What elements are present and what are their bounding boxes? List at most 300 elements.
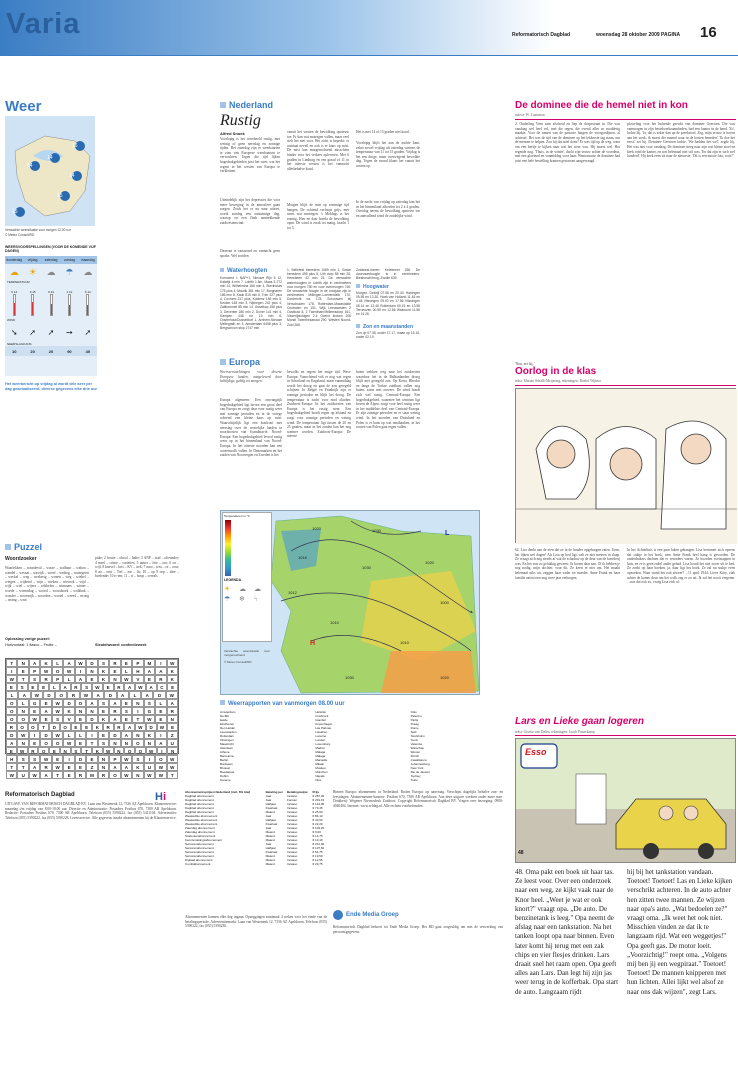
grid-cell: K xyxy=(98,675,109,683)
table-cell: € 14,75 xyxy=(312,834,323,838)
grid-cell: N xyxy=(17,659,28,667)
grid-cell: O xyxy=(40,739,51,747)
city-name: Athene xyxy=(220,750,230,754)
city-name: Rotterdam xyxy=(220,734,235,738)
thermo-4 xyxy=(60,290,78,316)
section-nederland xyxy=(220,100,273,110)
grid-cell: R xyxy=(67,691,79,699)
dominee-col2: plotseling voor het lachende gezicht van dominee Geertsen. Die was vanmorgen in zijn bestelwerkzaamheden, had een kamer in de band. 'Zo', lachte hij. 'Ja, dat is zeker dan op de preekstoel, Zeg, mijn vrouw is boven aan het werk, ik moest die maand waar in de kosten beneden'. 'Ik doe het eerst,' zei hij. Dominee Geertsen lachte. 'We hadden het wel', zegde hij. Het was niet voor vandaag. De dominee steeg naar zijn wat kleine stoel en keek rond de kamer, en wat helemaal niet stil was. 'En dat zijn er toch wel honderd.' Hij keek eens uit naar de nieuwste. 'Dit is een mooie foto, toch?' xyxy=(627,122,735,159)
grid-cell: O xyxy=(28,723,39,731)
grid-cell: E xyxy=(121,699,132,707)
table-cell: Incasso xyxy=(286,814,298,818)
table-cell: Dagblad abonnement xyxy=(185,798,214,802)
table-cell: Kennismakingsabonnement xyxy=(185,838,223,842)
zon-text: Zuidwest-haven: Ketelmeer 256. De doorvaarthoogte is in centimeters: Biesbosch/brug, Zwolle 639. xyxy=(356,268,420,281)
grid-cell: N xyxy=(132,771,143,779)
grid-cell: R xyxy=(40,675,51,683)
city-name: Leeuwarden xyxy=(220,730,237,734)
table-cell: Incasso xyxy=(286,794,298,798)
grid-cell: E xyxy=(121,659,132,667)
grid-cell: E xyxy=(109,667,120,675)
grid-cell: V xyxy=(63,715,74,723)
grid-cell: E xyxy=(98,707,109,715)
grid-cell: N xyxy=(98,763,109,771)
grid-cell: E xyxy=(17,667,28,675)
city-name: Praag xyxy=(410,722,419,726)
rain-4: 90 xyxy=(67,348,72,354)
grid-cell: M xyxy=(86,771,97,779)
day-5: maandag xyxy=(80,258,95,262)
nl-col1: Voorlopig is het weerbeeld rustig, met weinig of geen neerslag en zonnige tijden. Het zaterdag zijn er weerkaarten te zien van Europese weerkaarten te verwachten. Tegen die tijd lijken hogedrukgebieden juist het weer, wat het regent in het westen van Europa te verkleinen. xyxy=(220,137,280,174)
grid-cell: E xyxy=(86,755,97,763)
grid-cell: I xyxy=(29,731,40,739)
isobar-label: 1012 xyxy=(288,590,297,595)
table-cell: Seniorenabonnement xyxy=(185,854,214,858)
grid-cell: K xyxy=(98,715,109,723)
grid-row xyxy=(6,683,178,691)
isobar-label: 1020 xyxy=(425,560,434,565)
grid-cell: N xyxy=(109,675,120,683)
rain-icon: ☂ xyxy=(224,595,231,603)
grid-row xyxy=(6,723,178,731)
table-row xyxy=(185,862,327,866)
grid-cell: W xyxy=(135,723,146,731)
rain-icon: ☂ xyxy=(65,266,74,277)
grid-cell: D xyxy=(49,723,60,731)
table-cell: Weekeditie abonnement xyxy=(185,814,218,818)
table-cell: € 12,95 xyxy=(312,858,323,862)
grid-cell: R xyxy=(155,675,166,683)
city-name: Moskou xyxy=(315,766,326,770)
day-2: vrijdag xyxy=(27,258,38,262)
oorlog-text-right: In het Achterhuis is een paar laken gehangen. Lisa herinnert zich opeens dat stukje in het boek, toen Anne Frank heel bang is geworden. De onderduikers dachten dat er verraders waren. Ze hoorden voetstappen in huis, en er is geen enkel ander geluid. Lisa houdt het niet zover uit te bed. Ze zoekt op haar boeken, ja, daar ligt het boek. Ze zal nu stukje even opzoeken. Waar stond het ook alweer? ...11 april 1944: Lieve Kitty, vlak achter de kamer deur om het wolk zag er zo uit. Ik zal het nooit vergeten. ...was dat ook zo, vroeg Lisa zich af. xyxy=(627,548,735,585)
grid-cell: D xyxy=(6,731,17,739)
table-cell: Kwartaal xyxy=(265,850,278,854)
grid-cell: O xyxy=(6,707,17,715)
table-cell: Incasso xyxy=(286,858,298,862)
city-name: Marseille xyxy=(315,758,328,762)
grid-row xyxy=(6,707,178,715)
grid-cell: W xyxy=(121,675,132,683)
city-name: Rome xyxy=(410,726,419,730)
grid-cell: S xyxy=(98,659,109,667)
masthead xyxy=(0,0,738,55)
grid-cell: L xyxy=(63,675,74,683)
isobar-label: 1010 xyxy=(330,620,339,625)
grid-cell: R xyxy=(114,683,125,691)
table-cell: Jaar xyxy=(265,814,272,818)
column-header: Abonnementsprijzen Nederland (incl. 6% btw) xyxy=(185,790,251,794)
grid-cell: L xyxy=(63,731,74,739)
table-cell: Jaar xyxy=(265,842,272,846)
table-cell: Incasso xyxy=(286,862,298,866)
city-name: Johannesburg xyxy=(410,762,430,766)
city-name: New York xyxy=(410,766,424,770)
grid-cell: T xyxy=(6,763,17,771)
grid-cell: W xyxy=(167,659,178,667)
grid-cell: O xyxy=(38,747,49,755)
grid-cell: S xyxy=(98,699,109,707)
table-cell: € 9,00 xyxy=(312,830,321,834)
table-cell: € 84,10 xyxy=(312,814,323,818)
grid-cell: R xyxy=(109,707,120,715)
grid-cell: D xyxy=(86,659,97,667)
table-cell: Incasso xyxy=(286,806,298,810)
grid-cell: N xyxy=(75,707,86,715)
grid-cell: O xyxy=(52,667,63,675)
table-cell: Incasso xyxy=(286,846,298,850)
author: Alfred Snoek xyxy=(220,131,245,136)
grid-cell: E xyxy=(167,683,178,691)
grid-cell: N xyxy=(132,731,143,739)
grid-cell: A xyxy=(75,675,86,683)
grid-cell: T xyxy=(132,715,143,723)
grid-cell: L xyxy=(49,683,60,691)
sun-icon: ☀ xyxy=(224,585,231,593)
grid-cell: O xyxy=(60,723,71,731)
weerrapport-sub-table xyxy=(315,710,404,782)
grid-cell: P xyxy=(29,667,40,675)
table-cell: € 287,45 xyxy=(312,794,325,798)
grid-cell: W xyxy=(157,723,168,731)
story-byline-dominee: auteur: W. Laatsman xyxy=(515,113,545,117)
cloud-icon: ☁ xyxy=(46,266,56,277)
city-name: Aberdeen xyxy=(220,746,234,750)
table-cell: Incasso xyxy=(286,802,298,806)
weerrapport-label: Weerrapporten van vanmorgen 08.00 uur xyxy=(228,701,345,707)
table-cell: € 29,75 xyxy=(312,862,323,866)
grid-cell: A xyxy=(29,763,40,771)
table-cell: Maand xyxy=(265,838,275,842)
story-byline-lars: tekst: Gisette van Dalen, tekeningen: Jacob Pasterkamp xyxy=(515,730,595,734)
grid-cell: R xyxy=(98,771,109,779)
section-nederland-label: Nederland xyxy=(229,100,274,110)
zonop-title xyxy=(356,324,413,330)
city-name: Istanbul xyxy=(315,718,326,722)
ende-logo-icon xyxy=(333,910,343,920)
nl-col1b: Uiteindelijk zijn het depressies die voor meer beweging in de atmosfeer gaan zorgen. Zoals het er nu naar uitziet, wordt zondag een onstuimige dag, waarop en een flink aantrekkende zuidwestenwind. xyxy=(220,198,280,225)
forecast-heading: WEERSVOORSPELLINGEN (VOOR DE KOMENDE VIJF DAGEN) xyxy=(5,245,97,254)
grid-cell: N xyxy=(121,739,132,747)
section-europa-label: Europa xyxy=(229,357,261,367)
city-name: Berlijn xyxy=(220,758,229,762)
weather-summary: Het weerbericht op vrijdag al wordt drie keer per dag geactualiseerd. diverse gegevens elke drie uur xyxy=(5,382,98,391)
city-name: Tunis xyxy=(410,738,418,742)
grid-cell: P xyxy=(52,675,63,683)
snow-icon: ❄ xyxy=(239,595,245,603)
europa-col3: buien trekken weg naar het zuidoosten waardoor het in de Balkanlanden droog blijft met geregeld zon. Op Kreta, Rhodos en langs de Turkse zuidkust vallen nog buien, soms met onweer. De wind houdt zich wel rustig. Centraal-Europa: Een hogedrukgebied, waarmee het centrum ligt boven de Alpen, zorgt voor heel rustig weer in het middelste deel van Centraal-Europa. Er zijn zonnige perioden en er staat weinig wind. In het noorden van Duitsland en Polen is er kans op wat mistbanken, in het oosten van Polen gaat regen vallen. xyxy=(356,370,420,430)
rain-5: 40 xyxy=(85,348,91,354)
colophon-title: Reformatorisch Dagblad xyxy=(5,792,75,798)
lars-col2: hij bij het tankstation vandaan. Toetoet! Toetoet! Las en Lieke kijken verschrikt achteren. In de auto achter hen zitten twee mannen. Ze wijzen naar opa's auto. „Wat bedoelen ze?" vraagt oma. „Ik weet het ook niet. Misschien vinden ze dat ik te langzaam rijd. Wat een weggetjes!" Opa geeft gas. De motor loeit. „Voorzichtig!" roept oma. „Volgens mij ben jij een wegpiraat." Toetoet! Toetoet! De mannen knipperen met hun lichten. Allei lijkt wel alsof ze naar ons dak wijzen", zegt Lars. xyxy=(627,868,733,996)
grid-cell: K xyxy=(167,667,178,675)
grid-cell: E xyxy=(167,723,178,731)
grid-cell: S xyxy=(98,739,109,747)
city-name: Maastricht xyxy=(220,742,234,746)
grid-row xyxy=(6,715,178,723)
grid-cell: W xyxy=(52,731,63,739)
section-europa xyxy=(220,357,260,367)
grid-cell: E xyxy=(40,699,51,707)
grid-cell: W xyxy=(17,747,28,755)
grid-cell: O xyxy=(132,739,143,747)
grid-cell: W xyxy=(155,771,166,779)
cloud-icon: ☁ xyxy=(83,266,93,277)
grid-cell: W xyxy=(166,691,178,699)
grid-cell: A xyxy=(109,763,120,771)
grid-cell: I xyxy=(6,667,17,675)
oorlog-rule xyxy=(515,385,736,386)
solution-label: Oplossing vorige puzzel: xyxy=(5,637,50,641)
grid-cell: E xyxy=(49,747,60,755)
grid-cell: D xyxy=(75,755,86,763)
grid-cell: O xyxy=(75,699,86,707)
story-byline-oorlog: tekst: Marian Schalk-Meijering, tekeningen: Roelof Wijtma xyxy=(515,379,601,383)
city-name: Brussel xyxy=(220,766,231,770)
story-title-lars: Lars en Lieke gaan logeren xyxy=(515,716,644,727)
table-cell: Dagblad abonnement xyxy=(185,810,214,814)
lars-col1: 48. Oma pakt een boek uit haar tas. Ze leest voor. Over een onderzoek naar een weg, ze kijkt vaak naar de Knor heel. „Weet je wat er ook knort?" vraagt opa. „De auto. De benzinetank is leeg." Opa neemt de afslag naar een tankstation. Na het tanken loopt opa naar binnen. Even later komt hij terug met een zak chips en vier flesjes drinken. Lars draait snel het raam open. Opa geeft alles aan Lars. Dan legt hij zijn jas weer terug in de kofferbak. Opa start de auto. Langzaam rijdt xyxy=(515,868,619,996)
wind-arrow-icon: ➙ xyxy=(66,327,73,337)
grid-cell: K xyxy=(92,747,103,755)
grid-cell: R xyxy=(6,723,17,731)
grid-cell: E xyxy=(38,683,49,691)
grid-cell: W xyxy=(144,771,155,779)
rain-row xyxy=(5,346,97,356)
map-legend xyxy=(222,512,272,642)
grid-cell: W xyxy=(6,771,17,779)
grid-cell: D xyxy=(43,691,55,699)
grid-row xyxy=(6,763,178,771)
day-4: zondag xyxy=(64,258,75,262)
city-name: Valencia xyxy=(410,742,422,746)
grid-cell: W xyxy=(40,667,51,675)
grid-cell: E xyxy=(63,763,74,771)
table-cell: Incasso xyxy=(286,838,298,842)
grid-cell: T xyxy=(86,739,97,747)
isobar-label: 1020 xyxy=(312,526,321,531)
city-name: Parijs xyxy=(410,718,419,722)
grid-cell: A xyxy=(40,771,51,779)
colophon-text: UITGAVE VAN REFORMATORISCH DAGBLAD BV. Laan van Westenenk 12, 7336 AZ Apeldoorn. Klantenservice: maandag t/m vrijdag van 8.00-18.00 uur. Directie en Administratie: Postadres Postbus 670, 7300 AR Apeldoorn. Redactie: Postadres Postbus 670, 7300 AR Apeldoorn. Telefoon (055) 5390222, fax (055) 5411104. Advertenties: Telefoon (055) 5390222, fax (055) 5390228. Lezersservice. Alle gegevens inzake abonnementen bij de Klantenservice. xyxy=(5,802,177,820)
city-name: Casablanca xyxy=(410,758,427,762)
hoogwater-text: Morgen. Delfzijl 07.56 en 20.40. Harlingen 05.55 en 13.30. Hoek van Holland 11.45 en 4.48 Vlissingen 05.00 en 17.56 Vlissingen 08.14 en 12.46 Rotterdam 00.15 en 13.58 Terneuzen 00.55 en 12.86 Walsoord 11.86 en 14.26. xyxy=(356,291,420,317)
grid-cell: A xyxy=(117,691,129,699)
hoogwater-title xyxy=(356,284,389,290)
isobar-label: 1020 xyxy=(440,675,449,680)
column-header: Prijs xyxy=(312,790,320,794)
grid-cell: E xyxy=(75,715,86,723)
isobar-label: 1030 xyxy=(372,528,381,533)
city-name: Boedapest xyxy=(220,770,235,774)
wind-row xyxy=(5,322,97,342)
table-row xyxy=(220,778,309,782)
table-cell: Weekeditie abonnement xyxy=(185,818,218,822)
table-cell: € 22,20 xyxy=(312,822,323,826)
grid-cell: T xyxy=(6,659,17,667)
table-cell: Jaar xyxy=(265,794,272,798)
grid-cell: W xyxy=(144,715,155,723)
grid-cell: W xyxy=(63,739,74,747)
grid-cell: O xyxy=(17,723,28,731)
grid-cell: A xyxy=(141,691,153,699)
table-cell: Jaar xyxy=(265,826,272,830)
zonop-label: Zon en maanstanden xyxy=(363,324,414,330)
grid-cell: W xyxy=(6,675,17,683)
grid-cell: W xyxy=(92,683,103,691)
europa-map-caption: Verwachte weersituatie voor morgenochtend xyxy=(224,650,270,657)
city-name: Napels xyxy=(315,774,325,778)
weerrapport-col-b xyxy=(312,710,404,798)
rain-2: 20 xyxy=(30,348,35,354)
city-name: Wenen xyxy=(410,750,421,754)
grid-cell: W xyxy=(40,755,51,763)
temp-3: 9 13 xyxy=(48,290,54,294)
grid-cell: W xyxy=(52,763,63,771)
grid-cell: A xyxy=(6,739,17,747)
grid-cell: O xyxy=(124,747,135,755)
isobar-label: 1030 xyxy=(362,565,371,570)
cloud-icon: ☁ xyxy=(254,585,261,593)
map-temp-5: 15 xyxy=(57,193,63,199)
grid-cell: O xyxy=(6,715,17,723)
thermometer-icon xyxy=(31,294,34,316)
thermometer-icon xyxy=(86,294,89,316)
grid-cell: W xyxy=(80,691,92,699)
grid-cell: K xyxy=(40,659,51,667)
grid-cell: K xyxy=(132,763,143,771)
city-name: Warschau xyxy=(410,746,425,750)
grid-cell: A xyxy=(29,659,40,667)
grid-cell: A xyxy=(86,699,97,707)
grid-cell: A xyxy=(63,659,74,667)
puzzel-title: Woordzoeker xyxy=(5,556,37,562)
thermometers xyxy=(5,284,97,318)
table-cell: € 107,60 xyxy=(312,846,325,850)
grid-row xyxy=(6,755,178,763)
table-cell: Kwartaal xyxy=(265,822,278,826)
grid-cell: W xyxy=(167,755,178,763)
map-temp-3: 14 xyxy=(69,173,75,179)
grid-row xyxy=(6,699,178,707)
table-cell: Seniorenabonnement xyxy=(185,842,214,846)
cloud-icon: ☁ xyxy=(239,585,246,593)
weerrapport-sub-table xyxy=(411,710,500,782)
grid-cell: G xyxy=(144,707,155,715)
grid-cell: E xyxy=(28,683,39,691)
table-cell: € 291,15 xyxy=(312,798,325,802)
forecast-icons xyxy=(5,264,97,280)
grid-cell: R xyxy=(40,763,51,771)
grid-cell: O xyxy=(55,691,67,699)
nl-col3c: In de nacht van vrijdag op zaterdag kan het in het binnenland afkoelen tot 2 à 4 graden. Overdag neemt de bewolking opnieuw toe en aanvullend wind de zuidelijke wind. xyxy=(356,200,420,218)
city-name: Kopenhagen xyxy=(315,722,333,726)
waterhoogten-text-2: 1, Bellefeld benedem 1089 min 1, Grave benedem 495 plus 5, Lith dorp 58 min 28, Heesbeen 42 min 23. De verwachte waterhoogten in Lobith zijn in centimeters voor morgen 750 en voor overmorgen 746. De verwachte hoogte in de voorjaar zijn in centimeters Millingen-Loevenstein 170, Dordrecht ca. 178. Schouwen bij Verschuwen 178. Rotterdam-Maasvlakte Centralen en 191, Wijk Leeuwarden 2 Oostkust 8, 2 Twentham/Willemsdorp 161, Visserijbiologen 2.4 Ocelot kroken 206 Mondt Twenthekanaal 290, Westen Noord-Zuid 268. xyxy=(287,268,351,327)
grid-cell: O xyxy=(6,699,17,707)
sun-cloud-icon: ☁ xyxy=(9,266,19,277)
thermo-3 xyxy=(42,290,60,316)
grid-cell: S xyxy=(121,707,132,715)
grid-cell: N xyxy=(98,755,109,763)
weather-title: Weer xyxy=(5,98,42,115)
city-name: Den Helder xyxy=(220,726,236,730)
grid-cell: Z xyxy=(86,763,97,771)
puzzel-clues: Waarlekken – waardeval – wasse – walhuur – wabon – wandel – wesnat – wasrijk – werel – wedtog – watergeest – weckel – weg – wrekerig – wonen – weg – wiebel – wiegen – wijkend – wijn – wieken – wierook – wijd – wijk – wiel – wijzer – wikkelen – winnaars – winter – woede – woensdag – woord – woordzoek – wolkbak – wonder – woonwijk – woorden – wortel – wreed – wrong – wrang – wrat xyxy=(5,566,89,603)
grid-row xyxy=(6,691,178,699)
grid-cell: I xyxy=(155,659,166,667)
isobar-label: 1016 xyxy=(298,555,307,560)
grid-cell: W xyxy=(31,691,43,699)
lars-illustration xyxy=(516,739,736,863)
wind-arrow-icon: ➚ xyxy=(47,327,55,337)
grid-cell: T xyxy=(52,771,63,779)
map-temp-1: 14 xyxy=(27,163,33,169)
thermometer-icon xyxy=(13,294,16,316)
grid-cell: A xyxy=(109,715,120,723)
subscription-right-text: Binnen Europa: abonnement in Nederland. Buiten Europa: op aanvraag. Verschijnt dagelijks behalve zon- en feestdagen. Abonnementen-kantoor: Postbus 670, 7300 AR Apeldoorn. Aan deze uitgave werkten onder meer mee. Drukkerij: Wegener Nieuwsdruk Zuidoost. Copyright Reformatorisch Dagblad BV. Vragen over bezorging: 0900-4040404. Internet: www.refdag.nl. Alle rechten voorbehouden. xyxy=(333,790,503,808)
table-cell: Zaterdag abonnement xyxy=(185,826,215,830)
table-cell: Maand xyxy=(265,862,275,866)
grid-cell: V xyxy=(132,675,143,683)
map-credit: © Meteo Consult/RD xyxy=(5,233,35,237)
weerrapport-title xyxy=(220,700,345,707)
temp-5: 6 12 xyxy=(84,290,91,294)
grid-cell: A xyxy=(121,763,132,771)
city-name: Vlissingen xyxy=(220,738,234,742)
solution-keyword: Sleutelwoord: confectiewerk xyxy=(95,643,147,647)
table-cell: Combiabonnement xyxy=(185,862,211,866)
grid-cell: W xyxy=(75,659,86,667)
grid-cell: A xyxy=(144,667,155,675)
grid-cell: U xyxy=(17,771,28,779)
grid-cell: A xyxy=(124,683,135,691)
table-cell: Zaterdag abonnement xyxy=(185,830,215,834)
nl-col2: vanuit het westen de bewolking opnieuw toe. Er kan wat motregen vallen, maar veel stelt het niet voor. Het zicht is beperkt; er ontstaat neveil en ook is er kans op mist. De mist kan morgenochtend misschien hinder voor het verkeer opleveren. Met 6 graden in Limburg en een graad of 11 in het uiterste westen is het vannacht allesbehalve koud. xyxy=(287,130,349,171)
city-name: Stockholm xyxy=(410,734,425,738)
grid-cell: W xyxy=(146,747,157,755)
grid-cell: R xyxy=(114,723,125,731)
city-name: Malaga xyxy=(315,750,326,754)
grid-cell: P xyxy=(132,659,143,667)
grid-row xyxy=(6,747,178,755)
grid-cell: A xyxy=(124,723,135,731)
grid-cell: C xyxy=(157,683,168,691)
grid-cell: W xyxy=(167,763,178,771)
grid-cell: L xyxy=(75,731,86,739)
table-cell: Kwartaal xyxy=(265,806,278,810)
table-cell: Maand xyxy=(265,858,275,862)
grid-cell: W xyxy=(103,747,114,755)
thermometer-icon xyxy=(50,294,53,316)
table-cell: Incasso xyxy=(286,830,298,834)
grid-cell: E xyxy=(155,715,166,723)
city-name: Las Palmas xyxy=(315,726,332,730)
grid-cell: R xyxy=(167,707,178,715)
grid-cell: E xyxy=(98,731,109,739)
grid-cell: T xyxy=(17,675,28,683)
grid-cell: L xyxy=(52,659,63,667)
grid-cell: I xyxy=(144,755,155,763)
story-title-dominee: De dominee die de hemel niet in kon xyxy=(515,100,688,111)
grid-cell: R xyxy=(103,723,114,731)
table-cell: € 13,40 xyxy=(312,838,323,842)
grid-cell: S xyxy=(17,683,28,691)
grid-cell: D xyxy=(153,691,165,699)
grid-cell: L xyxy=(6,691,18,699)
table-cell: Maand xyxy=(265,830,275,834)
grid-cell: S xyxy=(29,675,40,683)
masthead-rule xyxy=(0,55,738,56)
